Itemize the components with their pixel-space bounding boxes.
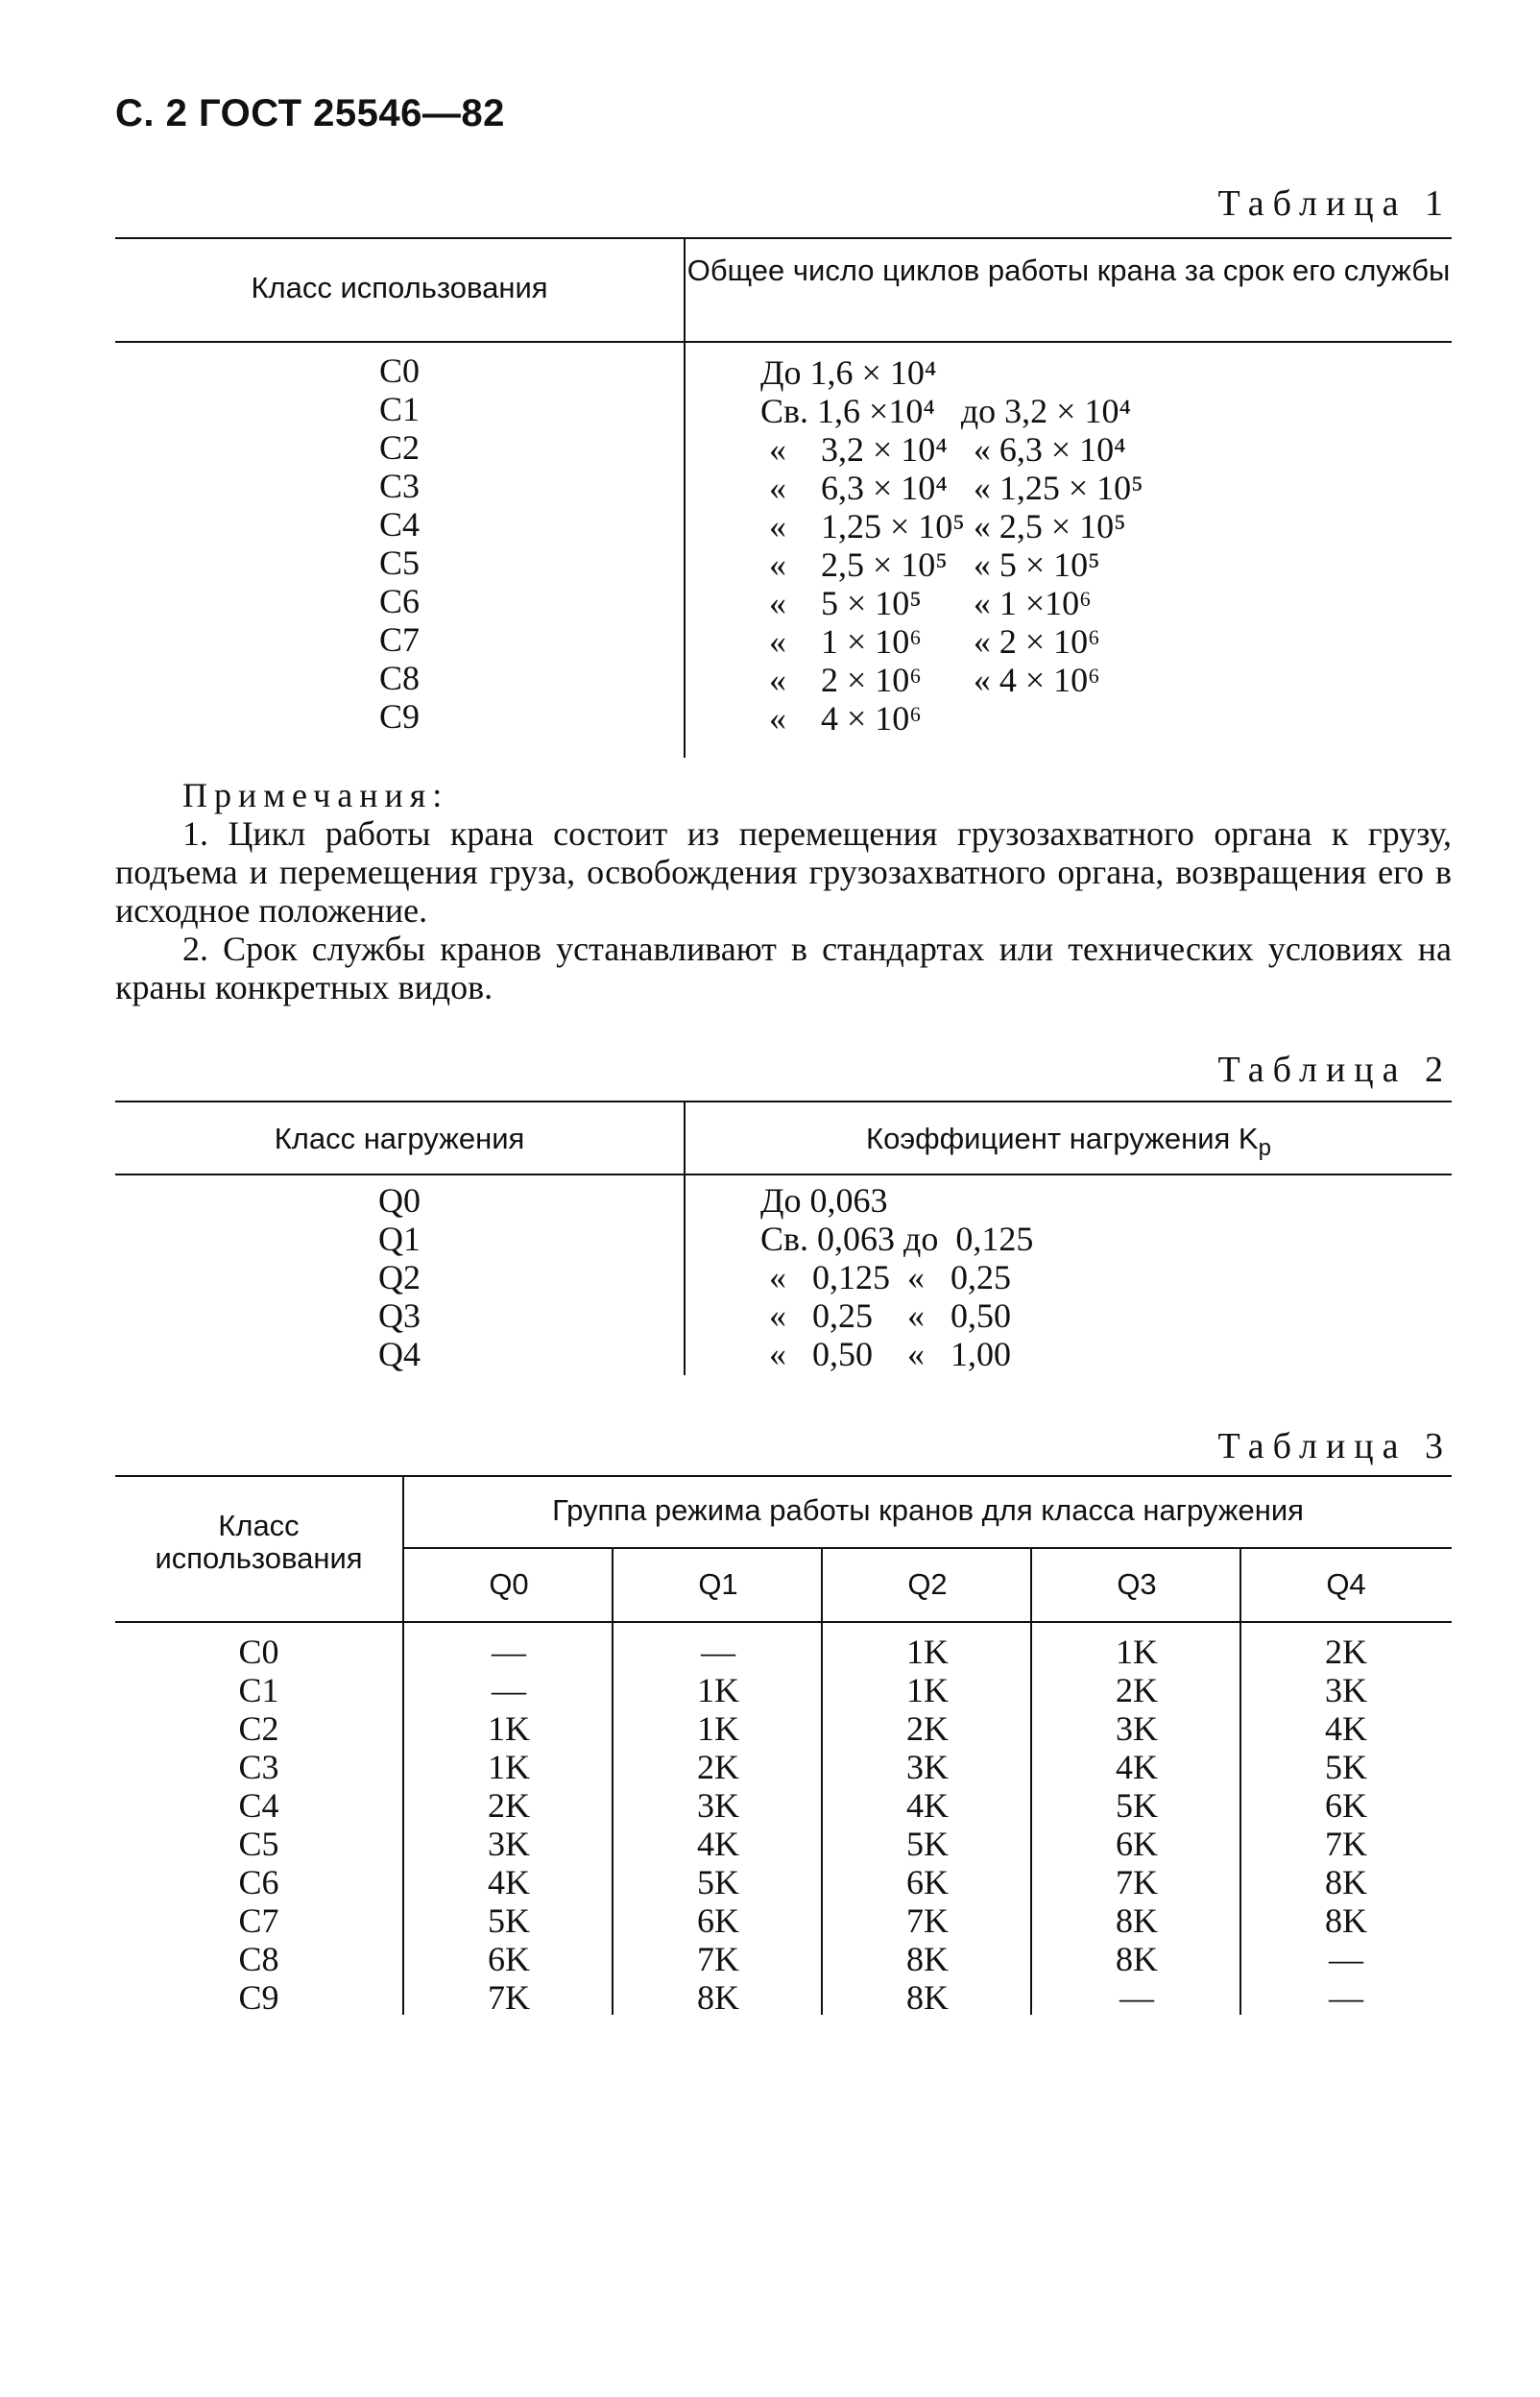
table1-row-range: Св. 1,6 ×10⁴ до 3,2 × 10⁴: [760, 392, 1132, 430]
table3-cell: 3K: [1325, 1671, 1367, 1709]
table3-row-class: C6: [238, 1863, 279, 1901]
table2-row-range: « 0,25 « 0,50: [760, 1296, 1011, 1335]
table2-row-class: Q0: [378, 1181, 421, 1220]
notes-heading: Примечания:: [182, 776, 449, 814]
table3-cell: 6K: [1116, 1825, 1158, 1863]
table2-row-range: До 0,063: [760, 1181, 888, 1220]
table3-group-rule: [404, 1547, 1452, 1549]
table3-cell: —: [1329, 1940, 1363, 1978]
table3-cell: —: [701, 1633, 735, 1671]
table3-cell: 1K: [697, 1671, 739, 1709]
table1-col2-header: Общее число циклов работы крана за срок его службы: [686, 254, 1451, 287]
table2-row-class: Q1: [378, 1220, 421, 1258]
table3-cell: —: [1119, 1978, 1154, 2017]
table3-cell: —: [1329, 1978, 1363, 2017]
table3-cell: 8K: [906, 1978, 949, 2017]
table1-row-class: C6: [378, 582, 420, 620]
table1-row-class: C3: [378, 467, 420, 505]
table3-cell: 1K: [906, 1671, 949, 1709]
table1-row-range: До 1,6 × 10⁴: [760, 353, 937, 392]
table3-caption: Таблица 3: [1217, 1426, 1452, 1466]
table1-row-class: C5: [378, 544, 420, 582]
table1-row-range: « 5 × 10⁵ « 1 ×10⁶: [760, 584, 1092, 622]
table3-row-class: C3: [238, 1748, 279, 1786]
table3-cell: 2K: [1325, 1633, 1367, 1671]
table3-cell: 4K: [697, 1825, 739, 1863]
page-header: С. 2 ГОСТ 25546—82: [115, 92, 505, 134]
table3-cell: 1K: [906, 1633, 949, 1671]
table1-top-rule: [115, 237, 1452, 239]
table3-cell: 3K: [1116, 1709, 1158, 1748]
table1-col1-header: Класс использования: [251, 271, 548, 304]
table2-col2-header-text: Коэффициент нагружения K: [866, 1122, 1259, 1155]
table2-top-rule: [115, 1101, 1452, 1102]
table2-row-class: Q3: [378, 1296, 421, 1335]
notes-block: [115, 776, 1452, 1006]
table3-row-class: C2: [238, 1709, 279, 1748]
table2-col2-header-subscript: р: [1258, 1135, 1271, 1162]
table3-cell: —: [492, 1633, 526, 1671]
table3-cell: 3K: [488, 1825, 530, 1863]
table3-cell: 3K: [906, 1748, 949, 1786]
table3-top-rule: [115, 1475, 1452, 1477]
table3-cell: 6K: [697, 1901, 739, 1940]
table3-row-class: C4: [238, 1786, 279, 1825]
table3-cell: 6K: [488, 1940, 530, 1978]
table2-caption: Таблица 2: [1217, 1050, 1452, 1090]
note-item-1: 1. Цикл работы крана состоит из перемещения грузозахватного органа к грузу, подъема и перемещения груза, освобождения грузозахватного органа, возвращения его в исходное положение.: [115, 814, 1452, 930]
table1-row-range: « 3,2 × 10⁴ « 6,3 × 10⁴: [760, 430, 1126, 469]
table1-row-class: C8: [378, 659, 420, 697]
table1-column-divider: [684, 237, 686, 758]
table3-cell: 8K: [906, 1940, 949, 1978]
table1-row-class: C4: [378, 505, 420, 544]
table3-load-class-header: Q3: [1117, 1567, 1157, 1601]
table3-col1-header: [115, 1510, 402, 1575]
table2-col2-header: [686, 1122, 1452, 1162]
table1-row-class: C1: [378, 390, 420, 428]
table1-row-class: C2: [378, 428, 420, 467]
table3-cell: 1K: [1116, 1633, 1158, 1671]
table1-row-range: « 1 × 10⁶ « 2 × 10⁶: [760, 622, 1100, 661]
table3-cell: 6K: [906, 1863, 949, 1901]
table3-load-class-header: Q0: [489, 1567, 529, 1601]
table3-cell: 7K: [488, 1978, 530, 2017]
table3-row-class: C8: [238, 1940, 279, 1978]
table3-cell: 4K: [906, 1786, 949, 1825]
table3-cell: 3K: [697, 1786, 739, 1825]
table2-row-class: Q4: [378, 1335, 421, 1373]
table3-cell: 2K: [488, 1786, 530, 1825]
note-item-2: 2. Срок службы кранов устанавливают в стандартах или технических условиях на краны конкретных видов.: [115, 930, 1452, 1006]
table2-row-range: « 0,125 « 0,25: [760, 1258, 1011, 1296]
table1-row-range: « 6,3 × 10⁴ « 1,25 × 10⁵: [760, 469, 1143, 507]
table3-row-class: C0: [238, 1633, 279, 1671]
table1-row-range: « 2,5 × 10⁵ « 5 × 10⁵: [760, 545, 1100, 584]
table3-cell: 2K: [1116, 1671, 1158, 1709]
table2-row-class: Q2: [378, 1258, 421, 1296]
table3-cell: 6K: [1325, 1786, 1367, 1825]
table3-row-class: C7: [238, 1901, 279, 1940]
table1-row-class: C7: [378, 620, 420, 659]
table3-cell: 2K: [906, 1709, 949, 1748]
table3-cell: 5K: [906, 1825, 949, 1863]
table1-caption: Таблица 1: [1217, 183, 1452, 224]
table3-cell: 1K: [488, 1709, 530, 1748]
table3-cell: 7K: [697, 1940, 739, 1978]
table3-cell: 7K: [1116, 1863, 1158, 1901]
table3-cell: 1K: [697, 1709, 739, 1748]
table3-cell: 2K: [697, 1748, 739, 1786]
table3-cell: 8K: [1116, 1901, 1158, 1940]
table3-load-class-header: Q1: [698, 1567, 738, 1601]
table1-row-class: C9: [378, 697, 420, 736]
table1-header-rule: [115, 341, 1452, 343]
table1-row-range: « 4 × 10⁶: [760, 699, 922, 738]
table3-cell: 1K: [488, 1748, 530, 1786]
table2-col1-header: Класс нагружения: [274, 1122, 525, 1155]
table3-row-class: C1: [238, 1671, 279, 1709]
table3-cell: 5K: [1116, 1786, 1158, 1825]
table1-row-class: C0: [378, 351, 420, 390]
table3-cell: 5K: [488, 1901, 530, 1940]
table3-cell: 8K: [1325, 1863, 1367, 1901]
table3-cell: 8K: [1325, 1901, 1367, 1940]
table3-header-rule: [115, 1621, 1452, 1623]
table3-load-class-header: Q2: [907, 1567, 948, 1601]
table3-cell: 5K: [1325, 1748, 1367, 1786]
table3-load-class-header: Q4: [1326, 1567, 1366, 1601]
table2-header-rule: [115, 1174, 1452, 1175]
table3-cell: 4K: [1325, 1709, 1367, 1748]
table3-cell: 7K: [1325, 1825, 1367, 1863]
table3-cell: 7K: [906, 1901, 949, 1940]
table3-cell: 4K: [488, 1863, 530, 1901]
table3-row-class: C5: [238, 1825, 279, 1863]
table3-group-header: Группа режима работы кранов для класса нагружения: [552, 1493, 1304, 1527]
table3-col1-header-text: Класс использования: [155, 1509, 363, 1575]
table3-cell: 8K: [697, 1978, 739, 2017]
table3-row-class: C9: [238, 1978, 279, 2017]
table1-row-range: « 1,25 × 10⁵ « 2,5 × 10⁵: [760, 507, 1126, 545]
table2-row-range: Св. 0,063 до 0,125: [760, 1220, 1034, 1258]
table3-cell: —: [492, 1671, 526, 1709]
table1-row-range: « 2 × 10⁶ « 4 × 10⁶: [760, 661, 1100, 699]
table2-row-range: « 0,50 « 1,00: [760, 1335, 1011, 1373]
table3-cell: 5K: [697, 1863, 739, 1901]
table3-cell: 4K: [1116, 1748, 1158, 1786]
table3-cell: 8K: [1116, 1940, 1158, 1978]
